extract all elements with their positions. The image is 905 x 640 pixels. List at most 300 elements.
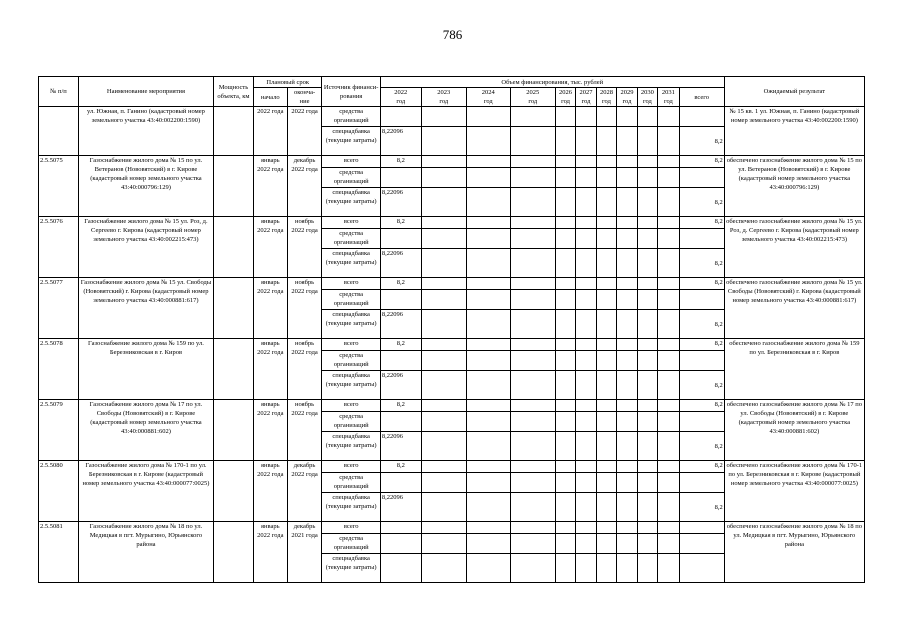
row-value-2025 bbox=[510, 412, 555, 432]
row-total bbox=[679, 290, 724, 310]
row-value-2023 bbox=[421, 534, 466, 554]
row-value-2023 bbox=[421, 188, 466, 217]
row-total: 8,2 bbox=[679, 400, 724, 412]
row-value-2026 bbox=[555, 107, 575, 127]
row-source-sredstva: средства организаций bbox=[322, 290, 380, 310]
table-row bbox=[39, 522, 865, 534]
row-source-sredstva: средства организаций bbox=[322, 534, 380, 554]
header-result: Ожидаемый результат bbox=[724, 77, 864, 107]
row-total: 8,2 bbox=[679, 217, 724, 229]
row-result: обеспечено газоснабжение жилого дома № 18 по ул. Медицкая в пгт. Мурыгино, Юрьянского района bbox=[724, 522, 864, 583]
row-value-2031 bbox=[658, 127, 679, 156]
row-value-2031 bbox=[658, 432, 679, 461]
row-value-2028 bbox=[596, 107, 616, 127]
row-value-2031 bbox=[658, 156, 679, 168]
row-value-2028 bbox=[596, 290, 616, 310]
row-value-2023 bbox=[421, 461, 466, 473]
row-value-2023 bbox=[421, 400, 466, 412]
row-value-2025 bbox=[510, 290, 555, 310]
row-value-2025 bbox=[510, 168, 555, 188]
row-value-2026 bbox=[555, 249, 575, 278]
row-value-2028 bbox=[596, 493, 616, 522]
row-total bbox=[679, 554, 724, 583]
row-end: декабрь 2022 года bbox=[287, 156, 322, 217]
row-value-2022 bbox=[380, 522, 421, 534]
row-value-2025 bbox=[510, 278, 555, 290]
header-year-value: 2026 bbox=[559, 89, 573, 96]
row-start: 2022 года bbox=[253, 107, 287, 156]
row-value-2028 bbox=[596, 371, 616, 400]
row-value-2027 bbox=[576, 461, 596, 473]
row-value-2031 bbox=[658, 107, 679, 127]
row-start: январь 2022 года bbox=[253, 217, 287, 278]
row-value-2028 bbox=[596, 217, 616, 229]
row-value-2024 bbox=[466, 278, 510, 290]
row-value-2027 bbox=[576, 156, 596, 168]
row-total bbox=[679, 522, 724, 534]
row-value-2022: 8,2 bbox=[380, 217, 421, 229]
row-value-2027 bbox=[576, 249, 596, 278]
header-year-2027 bbox=[576, 88, 596, 107]
row-value-2029 bbox=[617, 127, 637, 156]
row-total bbox=[679, 229, 724, 249]
row-end: 2022 года bbox=[287, 107, 322, 156]
row-value-2026 bbox=[555, 554, 575, 583]
row-end: ноябрь 2022 года bbox=[287, 278, 322, 339]
header-end: оконча- ние bbox=[287, 88, 322, 107]
row-value-2031 bbox=[658, 290, 679, 310]
table-row bbox=[39, 339, 865, 351]
row-value-2029 bbox=[617, 554, 637, 583]
row-value-2029 bbox=[617, 107, 637, 127]
row-end: декабрь 2021 года bbox=[287, 522, 322, 583]
row-value-2028 bbox=[596, 432, 616, 461]
row-source-spec: спецнадбавка (текущие затраты) bbox=[322, 127, 380, 156]
row-result: обеспечено газоснабжение жилого дома № 15 по ул. Ветеранов (Нововятский) в г. Кирове (кадастровый номер земельного участка 43:40:000796:129) bbox=[724, 156, 864, 217]
row-name: Газоснабжение жилого дома № 17 по ул. Свободы (Нововятский) в г. Кирове (кадастровый номер земельного участка 43:40:000881:602) bbox=[78, 400, 213, 461]
row-total: 8,2 bbox=[679, 461, 724, 473]
row-name: Газоснабжение жилого дома № 15 по ул. Ветеранов (Нововятский) в г. Кирове (кадастровый номер земельного участка 43:40:000796:129) bbox=[78, 156, 213, 217]
row-name: Газоснабжение жилого дома № 170-1 по ул. Березниковская в г. Кирове (кадастровый номер земельного участка 43:40:000077:0025) bbox=[78, 461, 213, 522]
row-value-2028 bbox=[596, 127, 616, 156]
row-value-2031 bbox=[658, 534, 679, 554]
row-value-2028 bbox=[596, 400, 616, 412]
row-value-2024 bbox=[466, 229, 510, 249]
table-row bbox=[39, 107, 865, 127]
row-value-2023 bbox=[421, 522, 466, 534]
table-row bbox=[39, 461, 865, 473]
row-result: обеспечено газоснабжение жилого дома № 15 ул. Свободы (Нововятский) г. Кирова (кадастровый номер земельного участка 43:40:000881:617) bbox=[724, 278, 864, 339]
row-total: 8,2 bbox=[679, 278, 724, 290]
row-value-2030 bbox=[637, 278, 657, 290]
row-num: 2.5.5081 bbox=[39, 522, 79, 583]
row-value-2029 bbox=[617, 473, 637, 493]
row-value-2027 bbox=[576, 522, 596, 534]
row-value-2027 bbox=[576, 339, 596, 351]
row-value-2027 bbox=[576, 493, 596, 522]
row-source-sredstva: средства организаций bbox=[322, 412, 380, 432]
header-year-2029 bbox=[617, 88, 637, 107]
row-value-2030 bbox=[637, 229, 657, 249]
row-total: 8,2 bbox=[679, 339, 724, 351]
row-source-vsego: всего bbox=[322, 522, 380, 534]
row-value-2025 bbox=[510, 461, 555, 473]
row-value-2030 bbox=[637, 249, 657, 278]
row-value-2023 bbox=[421, 278, 466, 290]
row-total: 8,2 bbox=[679, 156, 724, 168]
row-value-2030 bbox=[637, 290, 657, 310]
row-value-2030 bbox=[637, 371, 657, 400]
row-value-2031 bbox=[658, 188, 679, 217]
row-capacity bbox=[214, 156, 254, 217]
row-value-2029 bbox=[617, 278, 637, 290]
row-value-2023 bbox=[421, 127, 466, 156]
row-source-sredstva: средства организаций bbox=[322, 351, 380, 371]
row-value-2029 bbox=[617, 339, 637, 351]
row-value-2028 bbox=[596, 339, 616, 351]
row-value-2024 bbox=[466, 249, 510, 278]
row-source-spec: спецнадбавка (текущие затраты) bbox=[322, 432, 380, 461]
row-value-2028 bbox=[596, 473, 616, 493]
table-row bbox=[39, 400, 865, 412]
row-value-2026 bbox=[555, 290, 575, 310]
row-value-2025 bbox=[510, 217, 555, 229]
header-year-2031 bbox=[658, 88, 679, 107]
header-source: Источник финанси- рования bbox=[322, 77, 380, 107]
row-value-2024 bbox=[466, 310, 510, 339]
header-year-unit: год bbox=[483, 98, 493, 105]
row-value-2026 bbox=[555, 188, 575, 217]
row-value-2029 bbox=[617, 432, 637, 461]
row-total: 8,2 bbox=[679, 493, 724, 522]
row-value-2024 bbox=[466, 400, 510, 412]
row-value-2025 bbox=[510, 310, 555, 339]
row-value-2026 bbox=[555, 278, 575, 290]
row-value-2029 bbox=[617, 522, 637, 534]
row-value-2030 bbox=[637, 339, 657, 351]
row-value-2025 bbox=[510, 534, 555, 554]
row-value-2031 bbox=[658, 310, 679, 339]
header-year-value: 2027 bbox=[579, 89, 593, 96]
row-value-2027 bbox=[576, 168, 596, 188]
row-value-2027 bbox=[576, 290, 596, 310]
row-capacity bbox=[214, 461, 254, 522]
row-capacity bbox=[214, 400, 254, 461]
table-row bbox=[39, 278, 865, 290]
row-value-2023 bbox=[421, 217, 466, 229]
row-value-2027 bbox=[576, 188, 596, 217]
row-start: январь 2022 года bbox=[253, 400, 287, 461]
row-value-2024 bbox=[466, 432, 510, 461]
row-value-2025 bbox=[510, 229, 555, 249]
row-value-2031 bbox=[658, 168, 679, 188]
row-value-2022: 8,2 bbox=[380, 461, 421, 473]
header-year-2023 bbox=[421, 88, 466, 107]
row-num: 2.5.5076 bbox=[39, 217, 79, 278]
row-value-2022: 8,22096 bbox=[380, 310, 421, 339]
row-value-2027 bbox=[576, 217, 596, 229]
row-end: ноябрь 2022 года bbox=[287, 217, 322, 278]
row-value-2028 bbox=[596, 351, 616, 371]
row-name: Газоснабжение жилого дома № 18 по ул. Медицкая в пгт. Мурыгино, Юрьянского района bbox=[78, 522, 213, 583]
row-start: январь 2022 года bbox=[253, 522, 287, 583]
row-value-2027 bbox=[576, 432, 596, 461]
row-value-2026 bbox=[555, 371, 575, 400]
row-value-2026 bbox=[555, 400, 575, 412]
row-source-spec: спецнадбавка (текущие затраты) bbox=[322, 554, 380, 583]
row-value-2025 bbox=[510, 127, 555, 156]
row-value-2024 bbox=[466, 127, 510, 156]
row-value-2023 bbox=[421, 229, 466, 249]
row-source-spec: спецнадбавка (текущие затраты) bbox=[322, 371, 380, 400]
row-value-2024 bbox=[466, 371, 510, 400]
row-result: обеспечено газоснабжение жилого дома № 15 ул. Роз, д. Сергеево г. Кирова (кадастровый номер земельного участка 43:40:002215:473) bbox=[724, 217, 864, 278]
header-year-unit: год bbox=[561, 98, 570, 105]
row-start: январь 2022 года bbox=[253, 461, 287, 522]
row-value-2031 bbox=[658, 473, 679, 493]
row-value-2023 bbox=[421, 249, 466, 278]
row-value-2027 bbox=[576, 278, 596, 290]
row-value-2022: 8,22096 bbox=[380, 493, 421, 522]
row-value-2027 bbox=[576, 127, 596, 156]
row-capacity bbox=[214, 522, 254, 583]
row-value-2031 bbox=[658, 522, 679, 534]
row-value-2025 bbox=[510, 554, 555, 583]
row-source-vsego: всего bbox=[322, 156, 380, 168]
row-capacity bbox=[214, 278, 254, 339]
row-value-2026 bbox=[555, 351, 575, 371]
header-year-value: 2022 bbox=[394, 89, 408, 96]
row-result: обеспечено газоснабжение жилого дома № 159 по ул. Березниковская в г. Киров bbox=[724, 339, 864, 400]
row-value-2024 bbox=[466, 156, 510, 168]
row-value-2030 bbox=[637, 168, 657, 188]
row-value-2026 bbox=[555, 493, 575, 522]
header-year-unit: год bbox=[663, 98, 673, 105]
row-capacity bbox=[214, 107, 254, 156]
row-total: 8,2 bbox=[679, 371, 724, 400]
row-source-vsego: всего bbox=[322, 461, 380, 473]
row-total: 8,2 bbox=[679, 127, 724, 156]
row-start: январь 2022 года bbox=[253, 156, 287, 217]
row-value-2029 bbox=[617, 168, 637, 188]
row-value-2022: 8,22096 bbox=[380, 127, 421, 156]
row-value-2030 bbox=[637, 412, 657, 432]
row-value-2023 bbox=[421, 310, 466, 339]
row-value-2031 bbox=[658, 371, 679, 400]
row-value-2025 bbox=[510, 493, 555, 522]
row-total bbox=[679, 107, 724, 127]
row-value-2027 bbox=[576, 534, 596, 554]
row-value-2030 bbox=[637, 493, 657, 522]
row-value-2022 bbox=[380, 554, 421, 583]
row-source-vsego: всего bbox=[322, 217, 380, 229]
row-value-2024 bbox=[466, 412, 510, 432]
row-value-2028 bbox=[596, 156, 616, 168]
row-value-2030 bbox=[637, 473, 657, 493]
row-value-2026 bbox=[555, 229, 575, 249]
row-value-2026 bbox=[555, 217, 575, 229]
row-value-2030 bbox=[637, 156, 657, 168]
row-value-2027 bbox=[576, 473, 596, 493]
row-start: январь 2022 года bbox=[253, 278, 287, 339]
page-number: 786 bbox=[442, 27, 463, 42]
row-value-2025 bbox=[510, 249, 555, 278]
row-value-2026 bbox=[555, 534, 575, 554]
row-value-2022: 8,2 bbox=[380, 156, 421, 168]
header-year-value: 2031 bbox=[661, 89, 675, 96]
row-value-2023 bbox=[421, 473, 466, 493]
row-value-2027 bbox=[576, 107, 596, 127]
header-year-unit: год bbox=[622, 98, 632, 105]
row-value-2029 bbox=[617, 371, 637, 400]
row-value-2026 bbox=[555, 156, 575, 168]
row-value-2031 bbox=[658, 249, 679, 278]
header-year-unit: год bbox=[602, 98, 611, 105]
row-result: № 15 кв. 1 ул. Южная, п. Ганино (кадастровый номер земельного участка 43:40:002200:1590) bbox=[724, 107, 864, 156]
row-num: 2.5.5078 bbox=[39, 339, 79, 400]
header-total: всего bbox=[679, 88, 724, 107]
row-num: 2.5.5075 bbox=[39, 156, 79, 217]
row-value-2024 bbox=[466, 493, 510, 522]
row-value-2028 bbox=[596, 249, 616, 278]
row-value-2029 bbox=[617, 229, 637, 249]
row-value-2026 bbox=[555, 473, 575, 493]
header-capacity: Мощность объекта, км bbox=[214, 77, 254, 107]
row-source-vsego: всего bbox=[322, 339, 380, 351]
row-source-spec: спецнадбавка (текущие затраты) bbox=[322, 310, 380, 339]
row-source-vsego: всего bbox=[322, 278, 380, 290]
row-value-2023 bbox=[421, 493, 466, 522]
row-value-2022: 8,22096 bbox=[380, 432, 421, 461]
row-result: обеспечено газоснабжение жилого дома № 17 по ул. Свободы (Нововятский) в г. Кирове (кадастровый номер земельного участка 43:40:000881:602) bbox=[724, 400, 864, 461]
row-name: Газоснабжение жилого дома № 15 ул. Свободы (Нововятский) г. Кирова (кадастровый номер земельного участка 43:40:000881:617) bbox=[78, 278, 213, 339]
row-source-spec: спецнадбавка (текущие затраты) bbox=[322, 493, 380, 522]
row-value-2024 bbox=[466, 217, 510, 229]
row-value-2030 bbox=[637, 188, 657, 217]
row-value-2022: 8,2 bbox=[380, 400, 421, 412]
header-year-2026 bbox=[555, 88, 575, 107]
row-value-2022: 8,22096 bbox=[380, 371, 421, 400]
header-year-2025 bbox=[510, 88, 555, 107]
row-total bbox=[679, 168, 724, 188]
row-source-sredstva: средства организаций bbox=[322, 473, 380, 493]
header-year-2028 bbox=[596, 88, 616, 107]
row-value-2027 bbox=[576, 371, 596, 400]
header-year-2024 bbox=[466, 88, 510, 107]
row-value-2023 bbox=[421, 371, 466, 400]
header-start: начало bbox=[253, 88, 287, 107]
row-value-2028 bbox=[596, 534, 616, 554]
header-year-unit: год bbox=[439, 98, 449, 105]
row-value-2030 bbox=[637, 400, 657, 412]
row-value-2022 bbox=[380, 229, 421, 249]
row-total bbox=[679, 351, 724, 371]
row-source-sredstva: средства организаций bbox=[322, 107, 380, 127]
row-capacity bbox=[214, 217, 254, 278]
row-value-2031 bbox=[658, 412, 679, 432]
row-source-vsego: всего bbox=[322, 400, 380, 412]
row-value-2024 bbox=[466, 339, 510, 351]
row-num bbox=[39, 107, 79, 156]
header-row-1 bbox=[39, 77, 865, 88]
row-value-2030 bbox=[637, 522, 657, 534]
row-end: декабрь 2022 года bbox=[287, 461, 322, 522]
financing-table bbox=[38, 76, 865, 583]
row-value-2031 bbox=[658, 461, 679, 473]
row-value-2024 bbox=[466, 554, 510, 583]
row-value-2030 bbox=[637, 351, 657, 371]
header-year-value: 2029 bbox=[620, 89, 634, 96]
row-value-2030 bbox=[637, 432, 657, 461]
row-num: 2.5.5077 bbox=[39, 278, 79, 339]
row-value-2026 bbox=[555, 461, 575, 473]
row-value-2031 bbox=[658, 339, 679, 351]
row-value-2023 bbox=[421, 339, 466, 351]
row-value-2022 bbox=[380, 290, 421, 310]
row-value-2023 bbox=[421, 107, 466, 127]
row-value-2024 bbox=[466, 168, 510, 188]
row-value-2028 bbox=[596, 522, 616, 534]
row-total: 8,2 bbox=[679, 188, 724, 217]
row-value-2024 bbox=[466, 473, 510, 493]
row-value-2025 bbox=[510, 432, 555, 461]
header-year-value: 2030 bbox=[640, 89, 654, 96]
row-value-2023 bbox=[421, 290, 466, 310]
row-value-2026 bbox=[555, 127, 575, 156]
row-value-2029 bbox=[617, 156, 637, 168]
row-value-2025 bbox=[510, 188, 555, 217]
row-value-2026 bbox=[555, 412, 575, 432]
row-value-2028 bbox=[596, 229, 616, 249]
row-value-2029 bbox=[617, 217, 637, 229]
row-value-2025 bbox=[510, 156, 555, 168]
row-value-2030 bbox=[637, 461, 657, 473]
header-year-value: 2023 bbox=[437, 89, 451, 96]
header-year-value: 2028 bbox=[599, 89, 613, 96]
row-value-2024 bbox=[466, 107, 510, 127]
row-value-2025 bbox=[510, 371, 555, 400]
row-total bbox=[679, 534, 724, 554]
row-total bbox=[679, 473, 724, 493]
row-value-2031 bbox=[658, 493, 679, 522]
row-value-2027 bbox=[576, 351, 596, 371]
row-value-2027 bbox=[576, 310, 596, 339]
row-value-2023 bbox=[421, 432, 466, 461]
row-value-2022 bbox=[380, 473, 421, 493]
row-value-2024 bbox=[466, 188, 510, 217]
row-value-2027 bbox=[576, 400, 596, 412]
row-value-2023 bbox=[421, 351, 466, 371]
row-value-2027 bbox=[576, 412, 596, 432]
row-value-2029 bbox=[617, 461, 637, 473]
row-capacity bbox=[214, 339, 254, 400]
header-year-2030 bbox=[637, 88, 657, 107]
row-value-2030 bbox=[637, 217, 657, 229]
row-source-sredstva: средства организаций bbox=[322, 229, 380, 249]
row-value-2029 bbox=[617, 493, 637, 522]
header-year-unit: год bbox=[581, 98, 591, 105]
row-num: 2.5.5080 bbox=[39, 461, 79, 522]
row-value-2026 bbox=[555, 310, 575, 339]
header-year-value: 2025 bbox=[526, 89, 540, 96]
row-value-2028 bbox=[596, 461, 616, 473]
header-year-unit: год bbox=[642, 98, 652, 105]
row-total: 8,2 bbox=[679, 310, 724, 339]
row-end: ноябрь 2022 года bbox=[287, 339, 322, 400]
row-name: ул. Южная, п. Ганино (кадастровый номер земельного участка 43:40:002200:1590) bbox=[78, 107, 213, 156]
row-value-2031 bbox=[658, 229, 679, 249]
row-total: 8,2 bbox=[679, 249, 724, 278]
